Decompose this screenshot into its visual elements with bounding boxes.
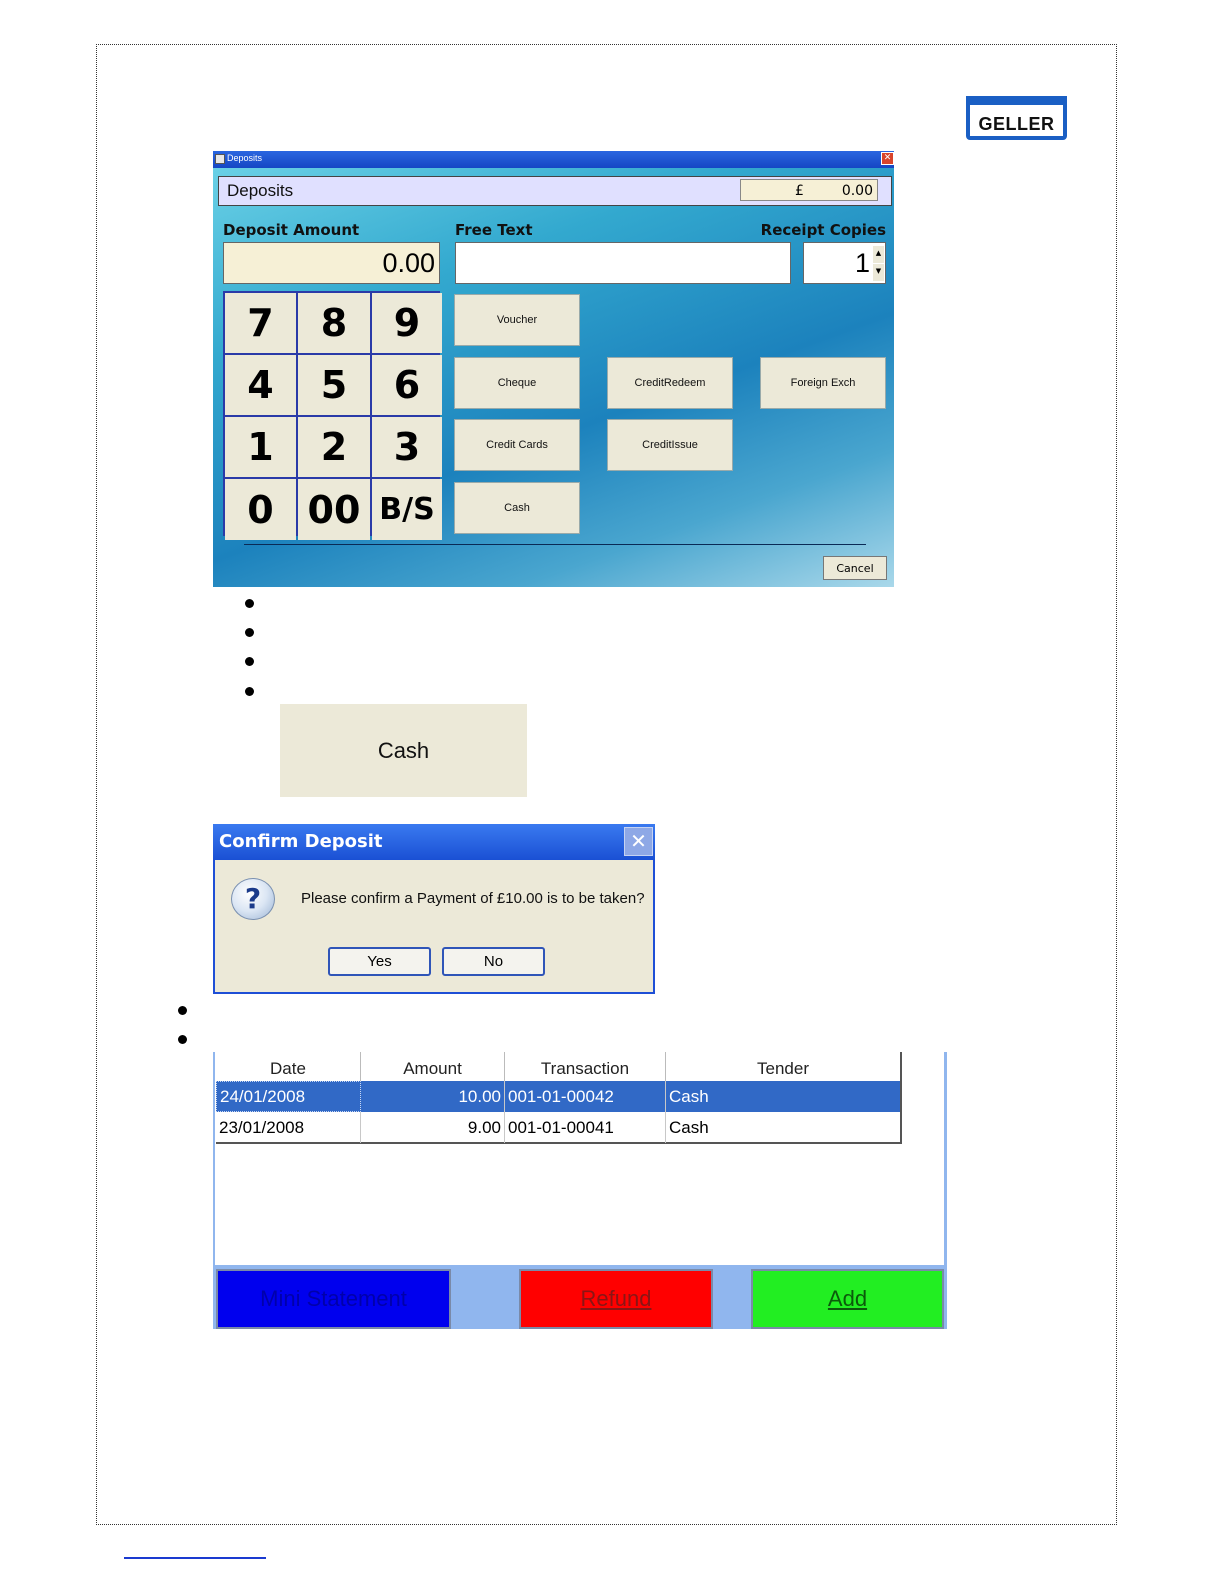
backspace-key[interactable]: B/S	[372, 479, 442, 540]
key-2[interactable]: 2	[298, 417, 370, 477]
dialog-title: Confirm Deposit	[219, 831, 383, 852]
credit-redeem-button[interactable]: CreditRedeem	[607, 357, 733, 409]
window-titlebar	[213, 151, 894, 168]
header-title: Deposits	[227, 181, 294, 200]
deposits-header	[218, 176, 892, 206]
balance-value: 0.00	[841, 183, 873, 199]
receipt-copies-value: 1	[854, 248, 870, 278]
deposits-window	[213, 151, 894, 587]
transactions-table	[216, 1052, 902, 1144]
credit-cards-button[interactable]: Credit Cards	[454, 419, 580, 471]
key-6[interactable]: 6	[372, 355, 442, 415]
logo-text: GELLER	[978, 114, 1055, 134]
close-icon[interactable]: ✕	[624, 827, 653, 856]
key-7[interactable]: 7	[225, 293, 296, 353]
key-4[interactable]: 4	[225, 355, 296, 415]
cheque-button[interactable]: Cheque	[454, 357, 580, 409]
table-row[interactable]	[216, 1112, 900, 1143]
deposit-amount-label: Deposit Amount	[223, 221, 360, 239]
key-00[interactable]: 00	[298, 479, 370, 540]
bullet	[245, 657, 254, 666]
cell-date: 24/01/2008	[216, 1081, 361, 1112]
bullet	[178, 1035, 187, 1044]
balance-display	[740, 179, 878, 201]
cell-transaction: 001-01-00041	[505, 1112, 666, 1143]
bullet	[178, 1006, 187, 1015]
column-header-transaction[interactable]: Transaction	[505, 1052, 666, 1081]
action-button-bar	[215, 1265, 944, 1329]
cell-tender: Cash	[669, 1086, 709, 1106]
key-9[interactable]: 9	[372, 293, 442, 353]
refund-button[interactable]: Refund	[519, 1269, 713, 1329]
key-5[interactable]: 5	[298, 355, 370, 415]
divider	[244, 544, 866, 545]
app-icon	[215, 154, 225, 164]
voucher-button[interactable]: Voucher	[454, 294, 580, 346]
cell-transaction: 001-01-00042	[505, 1081, 666, 1112]
table-header	[216, 1052, 900, 1081]
foreign-exch-button[interactable]: Foreign Exch	[760, 357, 886, 409]
spin-up-icon[interactable]: ▲	[873, 246, 884, 263]
key-8[interactable]: 8	[298, 293, 370, 353]
key-3[interactable]: 3	[372, 417, 442, 477]
column-header-date[interactable]: Date	[216, 1052, 361, 1081]
key-0[interactable]: 0	[225, 479, 296, 540]
footer-rule	[124, 1557, 266, 1559]
dialog-titlebar	[213, 824, 655, 860]
key-1[interactable]: 1	[225, 417, 296, 477]
window-title: Deposits	[227, 153, 263, 163]
table-row[interactable]	[216, 1081, 900, 1112]
question-icon: ?	[231, 878, 275, 920]
receipt-copies-spinner[interactable]	[803, 242, 886, 284]
column-header-tender[interactable]: Tender	[757, 1059, 809, 1078]
yes-button[interactable]: Yes	[328, 947, 431, 976]
free-text-input[interactable]	[455, 242, 791, 284]
bullet	[245, 599, 254, 608]
transactions-panel	[213, 1052, 947, 1329]
spin-down-icon[interactable]: ▼	[873, 264, 884, 281]
receipt-copies-label: Receipt Copies	[760, 221, 886, 239]
cash-button[interactable]: Cash	[454, 482, 580, 534]
cancel-button[interactable]: Cancel	[823, 556, 887, 580]
confirm-deposit-dialog	[213, 824, 655, 994]
bullet	[245, 628, 254, 637]
credit-issue-button[interactable]: CreditIssue	[607, 419, 733, 471]
close-icon[interactable]: ✕	[881, 152, 894, 165]
cell-amount: 9.00	[361, 1112, 505, 1143]
dialog-message: Please confirm a Payment of £10.00 is to be taken?	[301, 890, 645, 907]
mini-statement-button[interactable]: Mini Statement	[216, 1269, 451, 1329]
geller-logo	[966, 96, 1067, 140]
currency-symbol: £	[795, 183, 804, 199]
deposit-amount-value: 0.00	[382, 248, 435, 278]
free-text-label: Free Text	[455, 221, 533, 239]
cell-tender: Cash	[669, 1117, 709, 1137]
numeric-keypad	[223, 291, 440, 536]
deposit-amount-field[interactable]	[223, 242, 440, 284]
cell-amount: 10.00	[361, 1081, 505, 1112]
add-button[interactable]: Add	[751, 1269, 944, 1329]
no-button[interactable]: No	[442, 947, 545, 976]
column-header-amount[interactable]: Amount	[361, 1052, 505, 1081]
bullet	[245, 687, 254, 696]
cell-date: 23/01/2008	[216, 1112, 361, 1143]
cash-button-zoom[interactable]: Cash	[280, 704, 527, 797]
